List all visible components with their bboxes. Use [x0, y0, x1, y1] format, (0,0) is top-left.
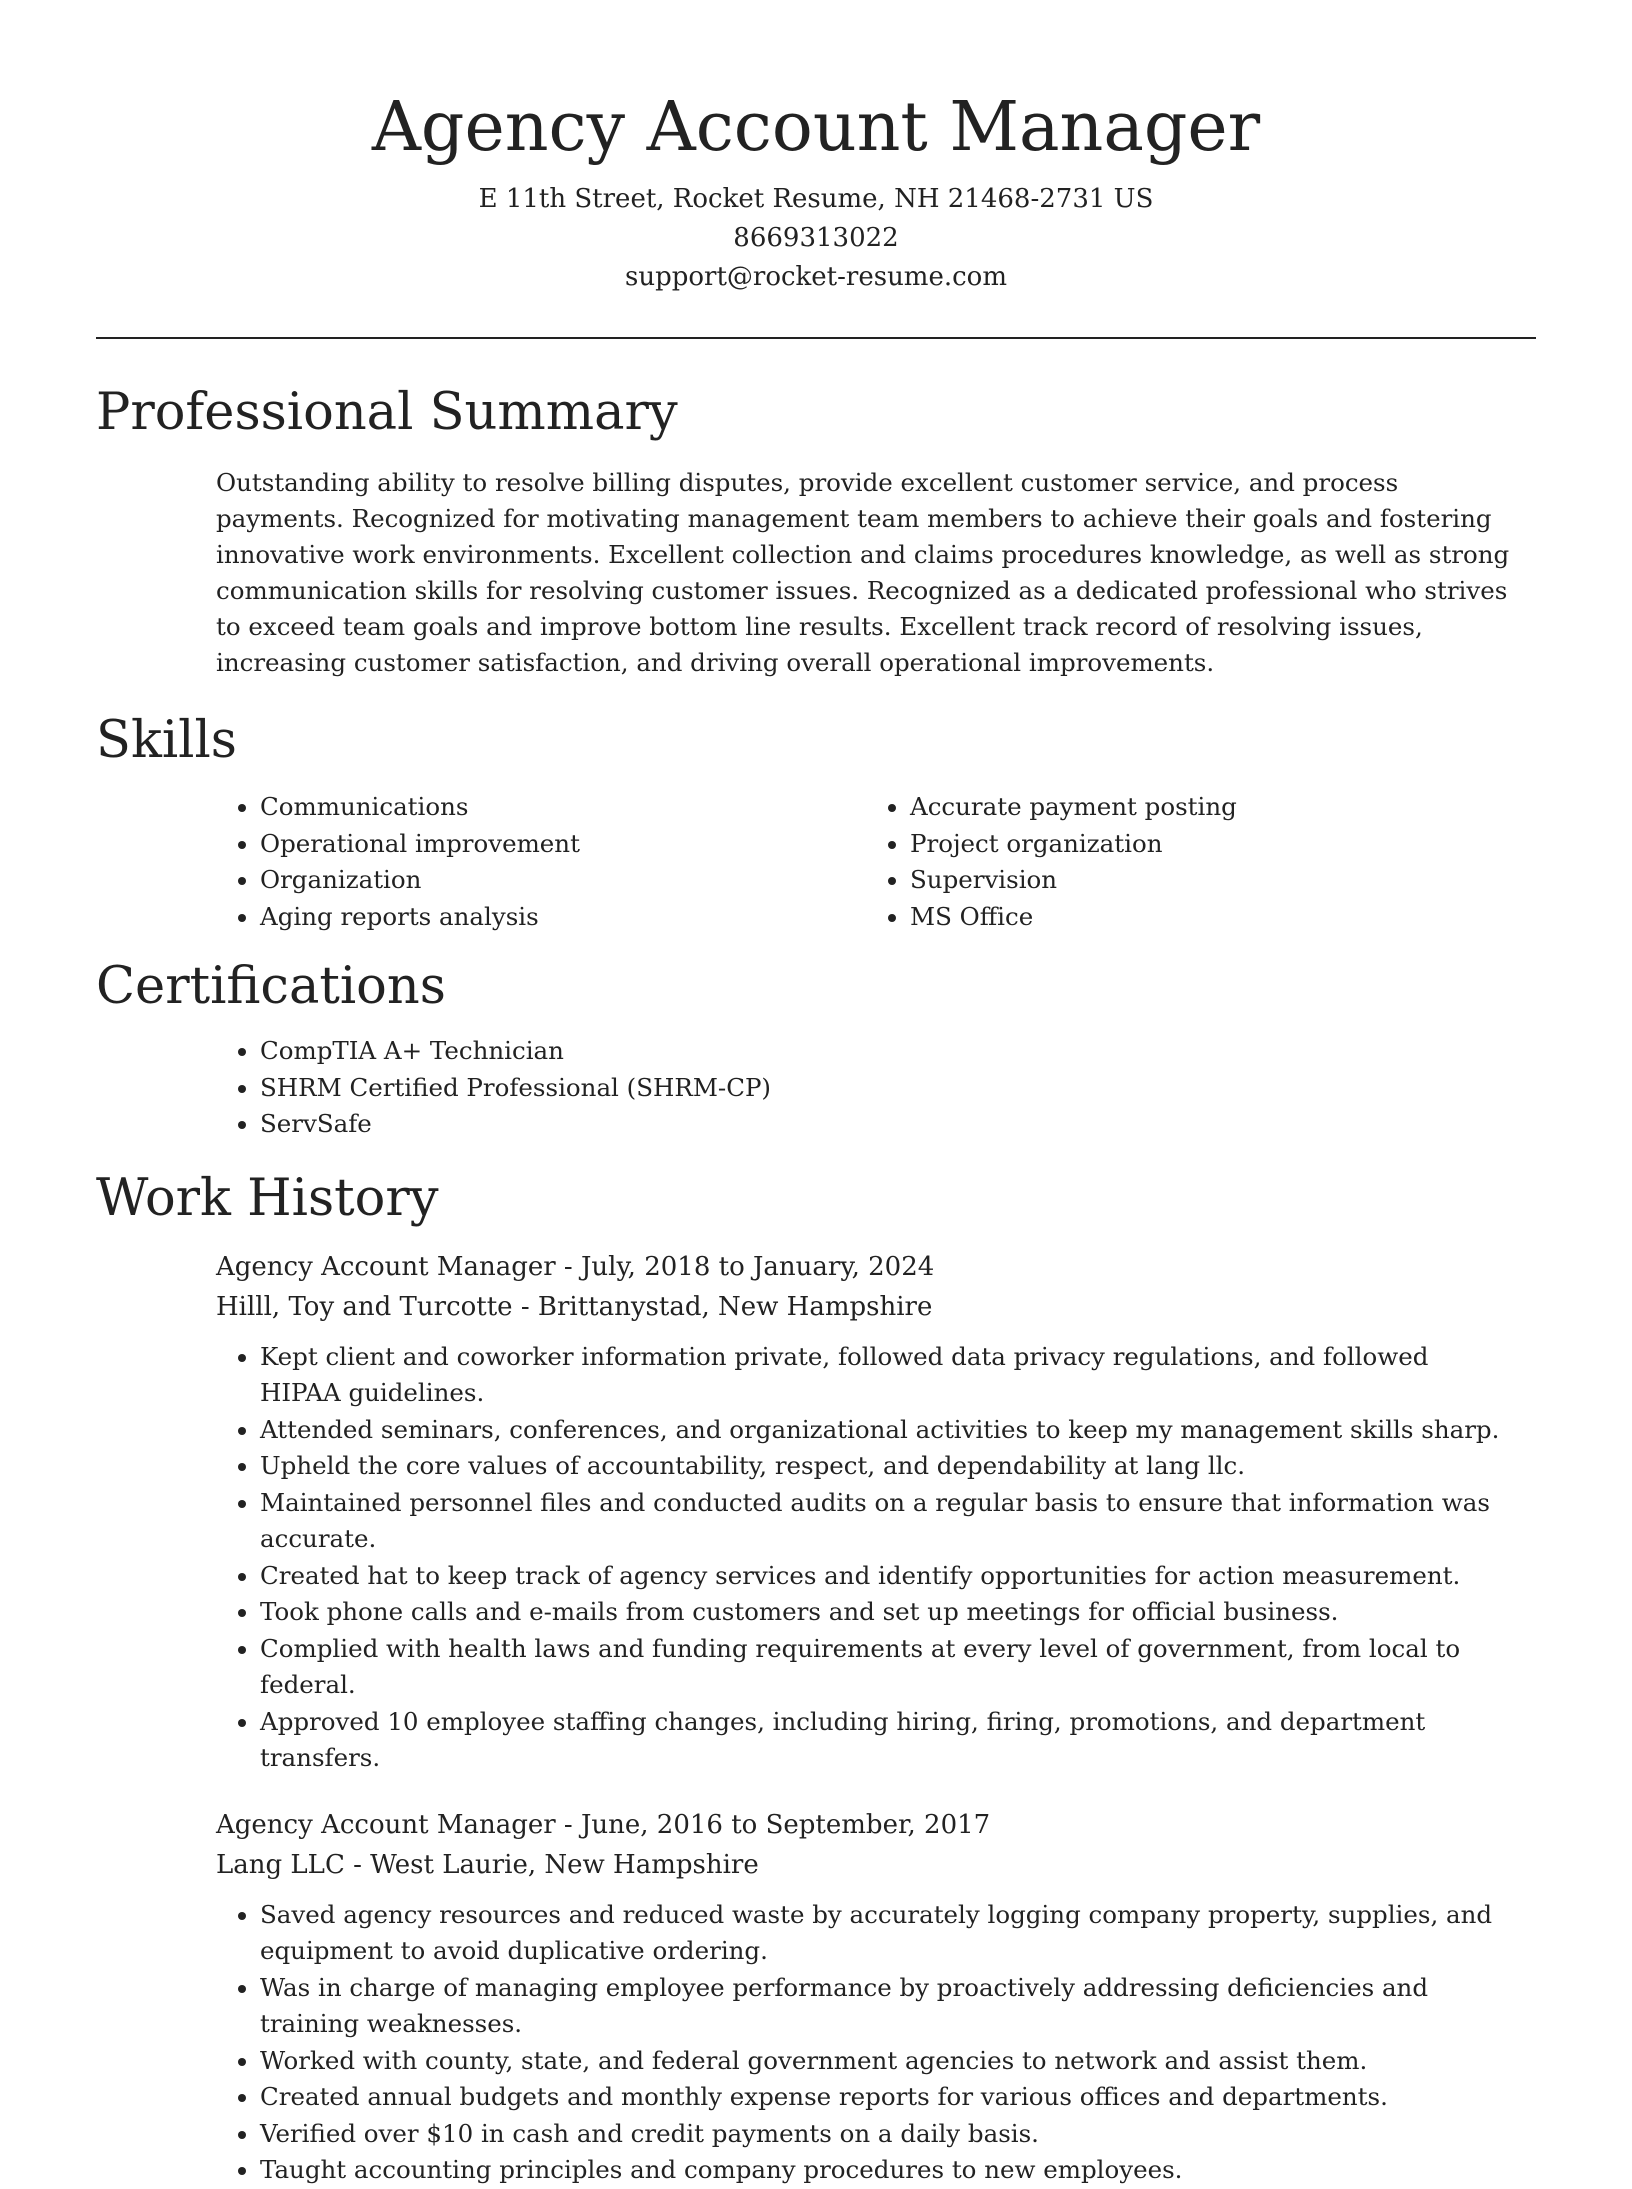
contact-address: E 11th Street, Rocket Resume, NH 21468-2731 US	[478, 184, 1154, 214]
job-bullet: • Created hat to keep track of agency services and identify opportunities for action measurement.	[260, 1558, 1516, 1595]
job-bullet: • Upheld the core values of accountability, respect, and dependability at lang llc.	[260, 1448, 1516, 1485]
skills-section	[96, 709, 1536, 935]
skills-column-left	[216, 789, 866, 935]
skills-grid	[216, 789, 1536, 935]
certifications-list	[216, 1033, 1536, 1143]
resume-page	[96, 0, 1536, 2189]
work-history-heading: Work History	[96, 1168, 439, 1228]
skill-item: • Communications	[260, 789, 866, 826]
job-bullet: • Attended seminars, conferences, and organizational activities to keep my management skills sharp.	[260, 1412, 1516, 1449]
job-bullet: • Verified over $10 in cash and credit payments on a daily basis.	[260, 2116, 1516, 2153]
summary-heading: Professional Summary	[96, 383, 678, 442]
job-bullet: • Created annual budgets and monthly expense reports for various offices and departments.	[260, 2079, 1516, 2116]
job-title-dates: Agency Account Manager - June, 2016 to September, 2017	[216, 1809, 991, 1840]
skill-item: • Operational improvement	[260, 826, 866, 863]
skill-item: • Project organization	[910, 826, 1516, 863]
job-company-location: Hilll, Toy and Turcotte - Brittanystad, New Hampshire	[216, 1291, 933, 1322]
summary-section	[96, 381, 1536, 681]
certifications-section	[96, 955, 1536, 1143]
job-bullet: • Saved agency resources and reduced waste by accurately logging company property, supplies, and equipment to avoid duplicative ordering.	[260, 1897, 1516, 1970]
skills-heading: Skills	[96, 711, 237, 770]
contact-email: support@rocket-resume.com	[624, 262, 1007, 292]
job-bullets	[216, 1897, 1516, 2189]
skills-column-right	[866, 789, 1516, 935]
job-bullet: • Approved 10 employee staffing changes, including hiring, firing, promotions, and department transfers.	[260, 1704, 1516, 1777]
skill-item: • MS Office	[910, 899, 1516, 936]
job-bullet: • Was in charge of managing employee performance by proactively addressing deficiencies and training weaknesses.	[260, 1970, 1516, 2043]
work-history-section	[96, 1167, 1536, 2189]
skill-item: • Accurate payment posting	[910, 789, 1516, 826]
contact-info	[96, 180, 1536, 297]
certification-item: • CompTIA A+ Technician	[260, 1033, 1536, 1070]
job-bullet: • Kept client and coworker information private, followed data privacy regulations, and followed HIPAA guidelines.	[260, 1339, 1516, 1412]
skill-item: • Supervision	[910, 862, 1516, 899]
certifications-heading: Certifications	[96, 957, 446, 1016]
skills-list-right	[866, 789, 1516, 935]
job-bullet: • Maintained personnel files and conducted audits on a regular basis to ensure that information was accurate.	[260, 1485, 1516, 1558]
skills-list-left	[216, 789, 866, 935]
header-divider	[96, 337, 1536, 339]
job-bullet: • Complied with health laws and funding requirements at every level of government, from local to federal.	[260, 1631, 1516, 1704]
job-bullet: • Worked with county, state, and federal government agencies to network and assist them.	[260, 2043, 1516, 2080]
job-bullets	[216, 1339, 1516, 1777]
job-entry	[216, 1247, 1536, 1777]
certification-item: • SHRM Certified Professional (SHRM-CP)	[260, 1070, 1536, 1107]
summary-text: Outstanding ability to resolve billing disputes, provide excellent customer service, and process payments. Recognized for motivating management team members to achieve their goals and fostering innovative work environments. Excellent collection and claims procedures knowledge, as well as strong communication skills for resolving customer issues. Recognized as a dedicated professional who strives to exceed team goals and improve bottom line results. Excellent track record of resolving issues, increasing customer satisfaction, and driving overall operational improvements.	[216, 468, 1510, 677]
job-company-location: Lang LLC - West Laurie, New Hampshire	[216, 1849, 759, 1880]
certification-item: • ServSafe	[260, 1106, 1536, 1143]
job-bullet: • Taught accounting principles and company procedures to new employees.	[260, 2152, 1516, 2189]
job-entry	[216, 1805, 1536, 2189]
contact-phone: 8669313022	[733, 223, 899, 253]
candidate-name: Agency Account Manager	[371, 88, 1261, 167]
skill-item: • Organization	[260, 862, 866, 899]
skill-item: • Aging reports analysis	[260, 899, 866, 936]
resume-header	[96, 0, 1536, 297]
job-title-dates: Agency Account Manager - July, 2018 to January, 2024	[216, 1251, 935, 1282]
job-bullet: • Took phone calls and e-mails from customers and set up meetings for official business.	[260, 1594, 1516, 1631]
